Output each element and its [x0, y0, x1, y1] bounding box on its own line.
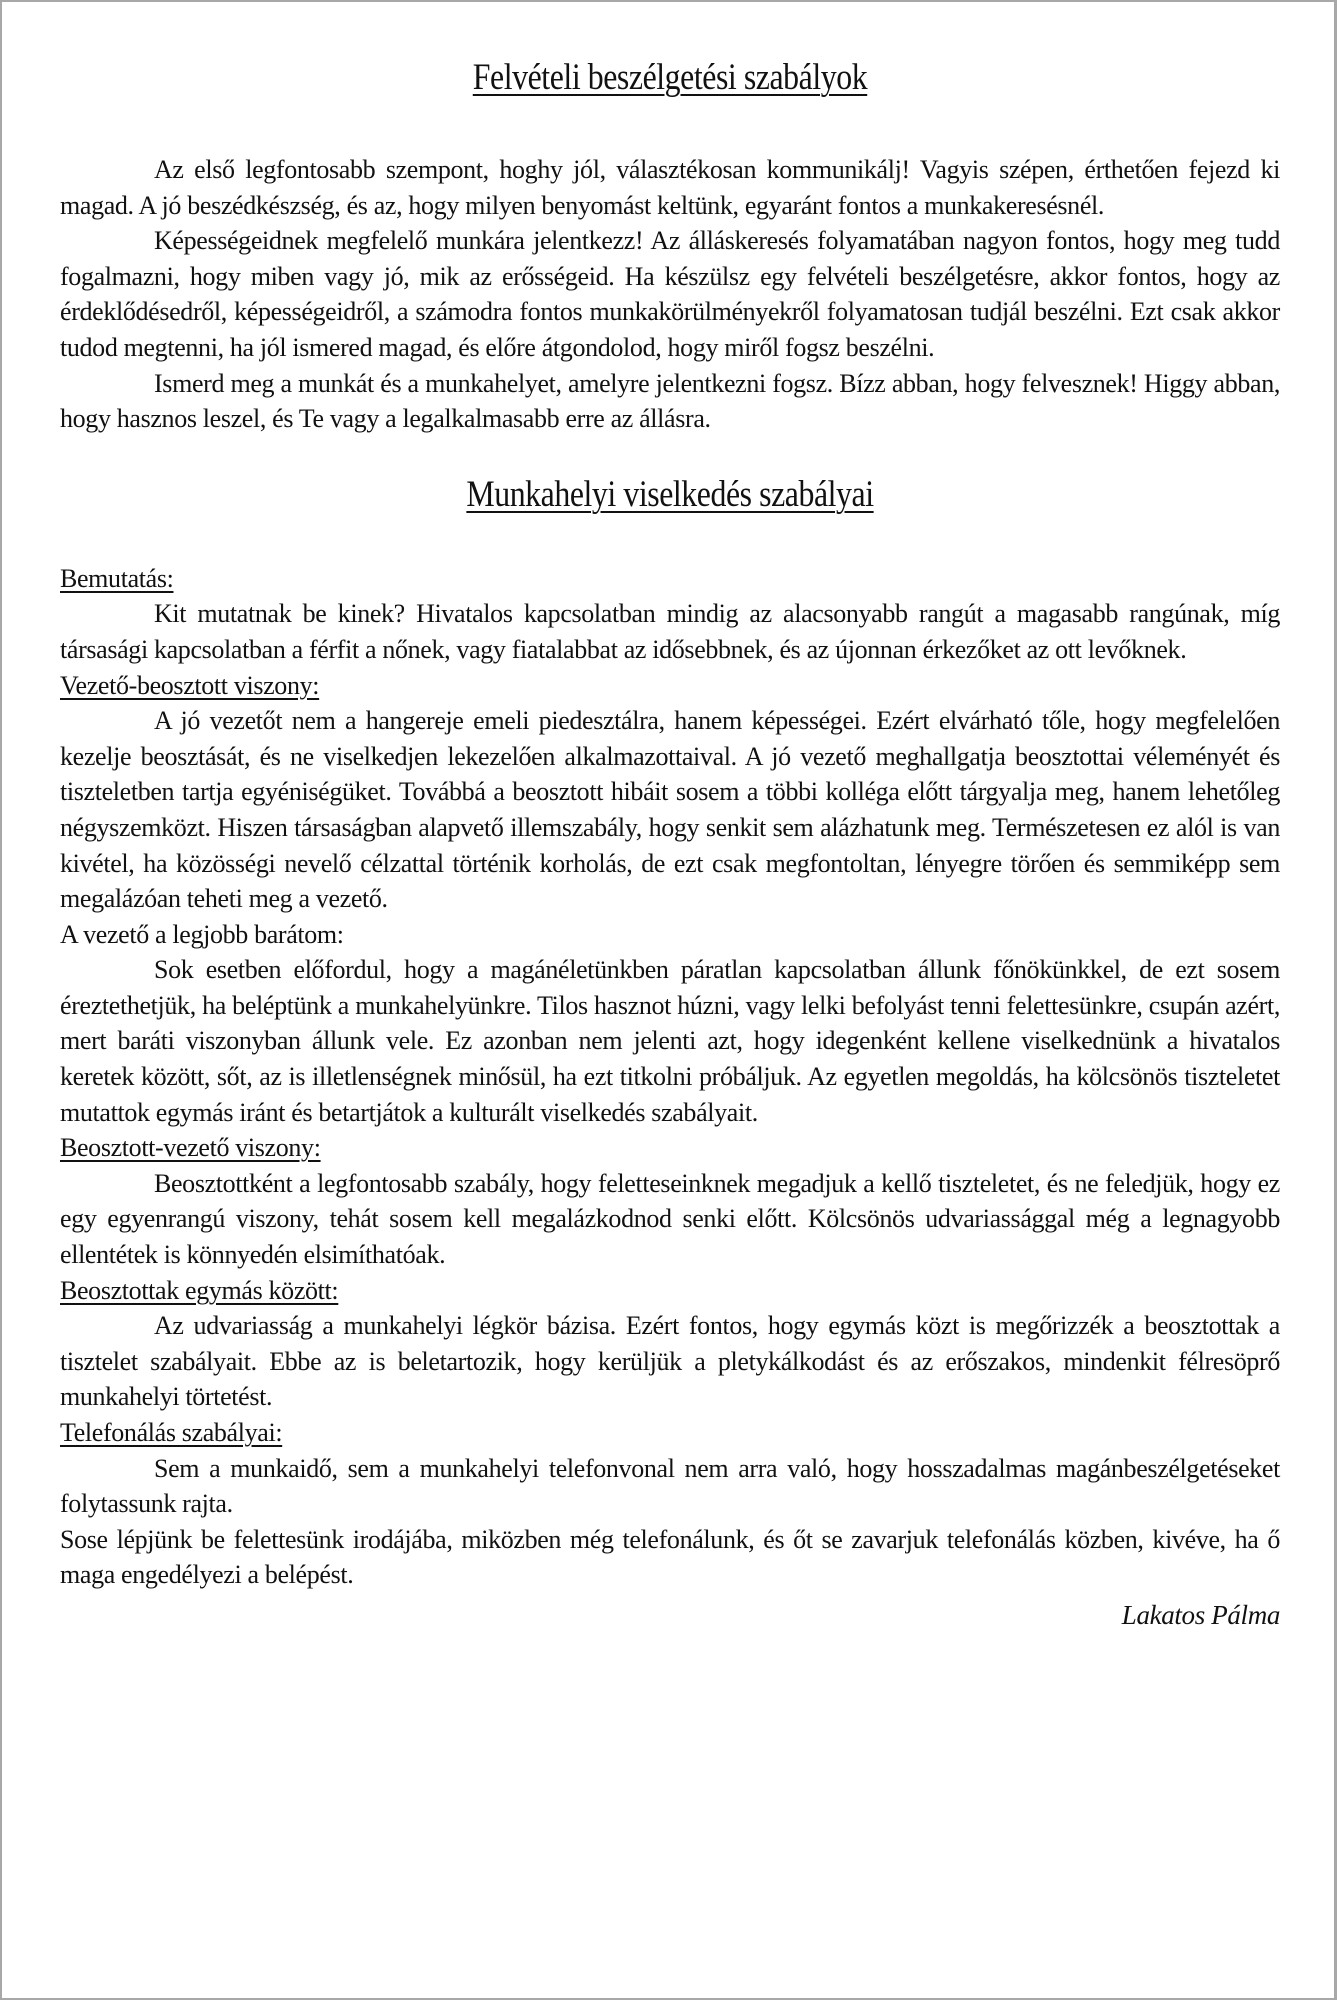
- subheading-among-subordinates: [60, 1273, 1280, 1309]
- subheading-manager-best-friend: [60, 917, 1280, 953]
- paragraph: Sok esetben előfordul, hogy a magánéletünkben páratlan kapcsolatban állunk főnökünkkel, de ezt sosem éreztethetjük, ha beléptünk a munkahelyünkre. Tilos hasznot húzni, vagy lelki befolyást tenni felettesünkre, csupán azért, mert baráti viszonyban állunk vele. Ez azonban nem jelenti azt, hogy idegenként kellene viselkednünk a hivatalos keretek között, sőt, az is illetlenségnek minősül, ha ezt titkolni próbáljuk. Az egyetlen megoldás, ha kölcsönös tiszteletet mutattok egymás iránt és betartjátok a kulturált viselkedés szabályait.: [60, 955, 1280, 1127]
- subheading-text: Bemutatás:: [60, 563, 174, 593]
- subheading-manager-subordinate: [60, 668, 1280, 704]
- paragraph: Beosztottként a legfontosabb szabály, hogy feletteseinknek megadjuk a kellő tiszteletet, és ne feledjük, hogy ez egy egyenrangú viszony, tehát sosem kell megalázkodnod senki előtt. Kölcsönös udvariassággal még a legnagyobb ellentétek is könnyedén elsimíthatóak.: [60, 1168, 1280, 1270]
- subheading-text: Beosztott-vezető viszony:: [60, 1133, 321, 1163]
- paragraph: Képességeidnek megfelelő munkára jelentkezz! Az álláskeresés folyamatában nagyon fontos, hogy meg tudd fogalmazni, hogy miben vagy jó, mik az erősségeid. Ha készülsz egy felvételi beszélgetésre, akkor fontos, hogy az érdeklődésedről, képességeidről, a számodra fontos munkakörülményekről folyamatosan tudjál beszélni. Ezt csak akkor tudod megtenni, ha jól ismered magad, és előre átgondolod, hogy miről fogsz beszélni.: [60, 226, 1280, 362]
- title-interview-rules: [145, 2, 1194, 100]
- subheading-introduction: [60, 561, 1280, 597]
- subheading-text: Telefonálás szabályai:: [60, 1418, 283, 1447]
- title-text: Felvételi beszélgetési szabályok: [472, 57, 868, 98]
- subheading-text: Vezető-beosztott viszony:: [60, 670, 320, 700]
- paragraph: Az első legfontosabb szempont, hoghy jól, választékosan kommunikálj! Vagyis szépen, érthetően fejezd ki magad. A jó beszédkészség, és az, hogy milyen benyomást keltünk, egyaránt fontos a munkakeresésnél.: [60, 155, 1280, 220]
- subheading-text: A vezető a legjobb barátom:: [60, 919, 344, 949]
- title-text: Munkahelyi viselkedés szabályai: [466, 473, 874, 515]
- subheading-text: Beosztottak egymás között:: [60, 1275, 339, 1305]
- subheading-subordinate-manager: [60, 1130, 1280, 1166]
- paragraph: Ismerd meg a munkát és a munkahelyet, amelyre jelentkezni fogsz. Bízz abban, hogy felvesznek! Higgy abban, hogy hasznos leszel, és Te vagy a legalkalmasabb erre az állásra.: [60, 368, 1280, 434]
- author-signature: Lakatos Pálma: [1121, 1599, 1280, 1630]
- section-interview-rules: [60, 152, 1280, 437]
- paragraph: A jó vezetőt nem a hangereje emeli piedesztálra, hanem képességei. Ezért elvárható tőle, hogy megfelelően kezelje beosztását, és ne viselkedjen lekezelően alkalmazottaival. A jó vezető meghallgatja beosztottai véleményét és tiszteletben tartja egyéniségüket. Továbbá a beosztott hibáit sosem a többi kolléga előtt tárgyalja meg, hanem lehetőleg négyszemközt. Hiszen társaságban alapvető illemszabály, hogy senkit sem alázhatunk meg. Természetesen ez alól is van kivétel, ha közösségi nevelő célzattal történik korholás, de ezt csak megfontoltan, lényegre törően és semmiképp sem megalázóan teheti meg a vezető.: [60, 706, 1280, 914]
- paragraph: Kit mutatnak be kinek? Hivatalos kapcsolatban mindig az alacsonyabb rangút a magasabb rangúnak, míg társasági kapcsolatban a férfit a nőnek, vagy fiatalabbat az idősebbnek, és az újonnan érkezőket az ott levőknek.: [60, 599, 1280, 664]
- section-workplace-behavior: [60, 561, 1280, 1635]
- title-workplace-behavior: [145, 473, 1194, 517]
- paragraph: Az udvariasság a munkahelyi légkör bázisa. Ezért fontos, hogy egymás közt is megőrizzék a beosztottak a tisztelet szabályait. Ebbe az is beletartozik, hogy kerüljük a pletykálkodást és az erőszakos, mindenkit félresöprő munkahelyi törtetést.: [60, 1311, 1280, 1412]
- paragraph: Sem a munkaidő, sem a munkahelyi telefonvonal nem arra való, hogy hosszadalmas magánbeszélgetéseket folytassunk rajta.: [60, 1453, 1280, 1519]
- paragraph: Sose lépjünk be felettesünk irodájába, miközben még telefonálunk, és őt se zavarjuk telefonálás közben, kivéve, ha ő maga engedélyezi a belépést.: [60, 1524, 1280, 1590]
- subheading-phone-rules: [60, 1415, 1280, 1451]
